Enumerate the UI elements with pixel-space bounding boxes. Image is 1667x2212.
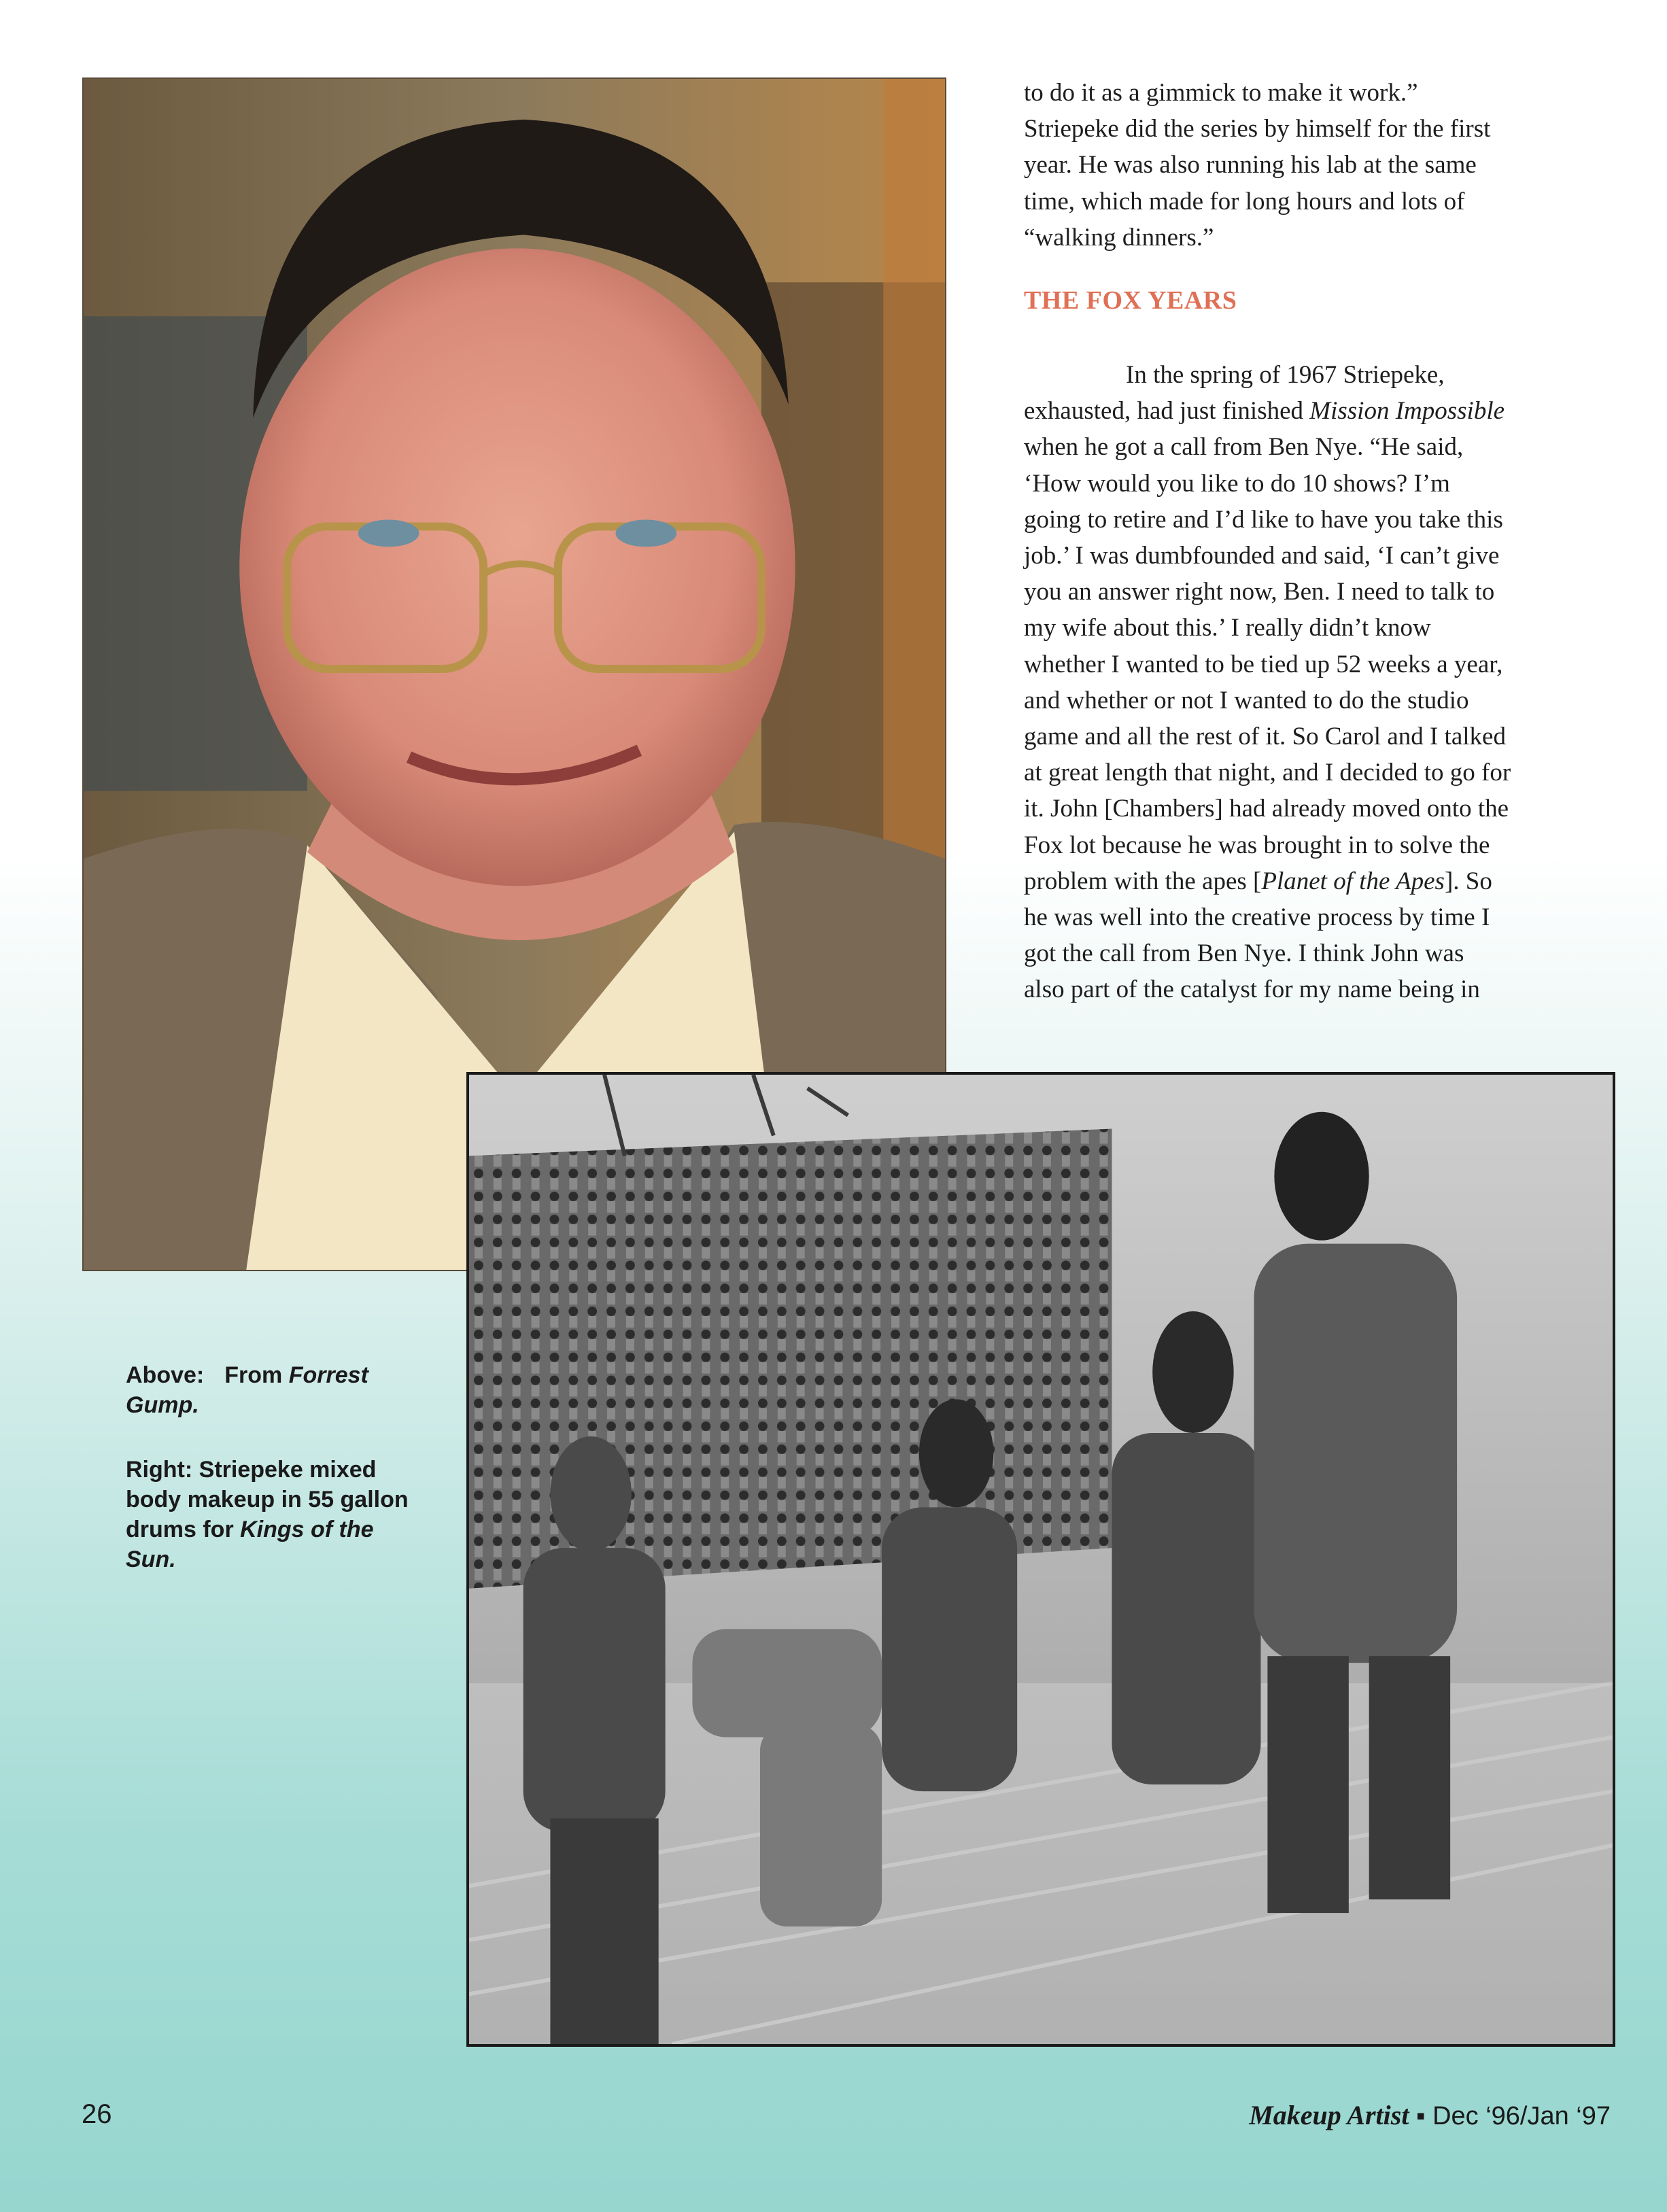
text-line: and whether or not I wanted to do the studio <box>1024 686 1469 714</box>
magazine-footer <box>1249 2099 1611 2131</box>
text-line: he was well into the creative process by time I <box>1024 903 1490 932</box>
text-line-with-title <box>1024 393 1622 429</box>
text-line: it. John [Chambers] had already moved onto the <box>1024 795 1509 823</box>
fox-years-paragraph <box>1024 357 1622 1008</box>
caption-text: From <box>224 1362 289 1388</box>
text-line: also part of the catalyst for my name being in <box>1024 975 1480 1004</box>
text-line: going to retire and I’d like to have you take this <box>1024 505 1503 534</box>
text-line: my wife about this.’ I really didn’t know <box>1024 614 1431 642</box>
text-line: to do it as a gimmick to make it work.” <box>1024 79 1418 107</box>
text-line: job.’ I was dumbfounded and said, ‘I can’t give <box>1024 542 1500 570</box>
text-line: “walking dinners.” <box>1024 223 1214 252</box>
text-line: got the call from Ben Nye. I think John was <box>1024 939 1464 968</box>
film-still-photo <box>466 1072 1615 2047</box>
text-fragment: exhausted, had just finished <box>1024 397 1310 426</box>
caption-title: Forrest Gump. <box>126 1362 368 1418</box>
page-number: 26 <box>82 2099 112 2129</box>
text-line: In the spring of 1967 Striepeke, <box>1126 361 1445 389</box>
text-line: at great length that night, and I decided to go for <box>1024 759 1511 787</box>
text-line-with-title <box>1024 863 1622 899</box>
text-line: time, which made for long hours and lots of <box>1024 187 1465 215</box>
caption-title: Kings of the Sun. <box>126 1517 374 1572</box>
text-line: whether I wanted to be tied up 52 weeks a year, <box>1024 650 1503 678</box>
text-line: when he got a call from Ben Nye. “He said, <box>1024 433 1464 462</box>
intro-paragraph <box>1024 75 1622 256</box>
text-line: year. He was also running his lab at the same <box>1024 151 1477 179</box>
text-line: you an answer right now, Ben. I need to talk to <box>1024 578 1495 606</box>
caption-right <box>126 1455 411 1574</box>
text-line: game and all the rest of it. So Carol and I talked <box>1024 723 1506 751</box>
text-fragment: ]. So <box>1444 867 1492 895</box>
show-title: Mission Impossible <box>1309 397 1505 426</box>
text-line: ‘How would you like to do 10 shows? I’m <box>1024 469 1450 498</box>
magazine-name: Makeup Artist <box>1249 2100 1409 2130</box>
issue-date: Dec ‘96/Jan ‘97 <box>1432 2102 1611 2130</box>
film-title: Planet of the Apes <box>1261 867 1445 895</box>
caption-above <box>126 1360 411 1420</box>
text-fragment: problem with the apes [ <box>1024 867 1262 895</box>
caption-text: Striepeke mixed body makeup in 55 gallon drums for <box>126 1457 409 1542</box>
text-line: Striepeke did the series by himself for the first <box>1024 115 1491 143</box>
film-still-art <box>469 1075 1613 2044</box>
text-line: Fox lot because he was brought in to solve the <box>1024 831 1490 859</box>
section-heading: THE FOX YEARS <box>1024 286 1237 315</box>
caption-label: Above: <box>126 1362 205 1388</box>
footer-separator: ▪ <box>1416 2102 1426 2130</box>
caption-label: Right: <box>126 1457 193 1483</box>
